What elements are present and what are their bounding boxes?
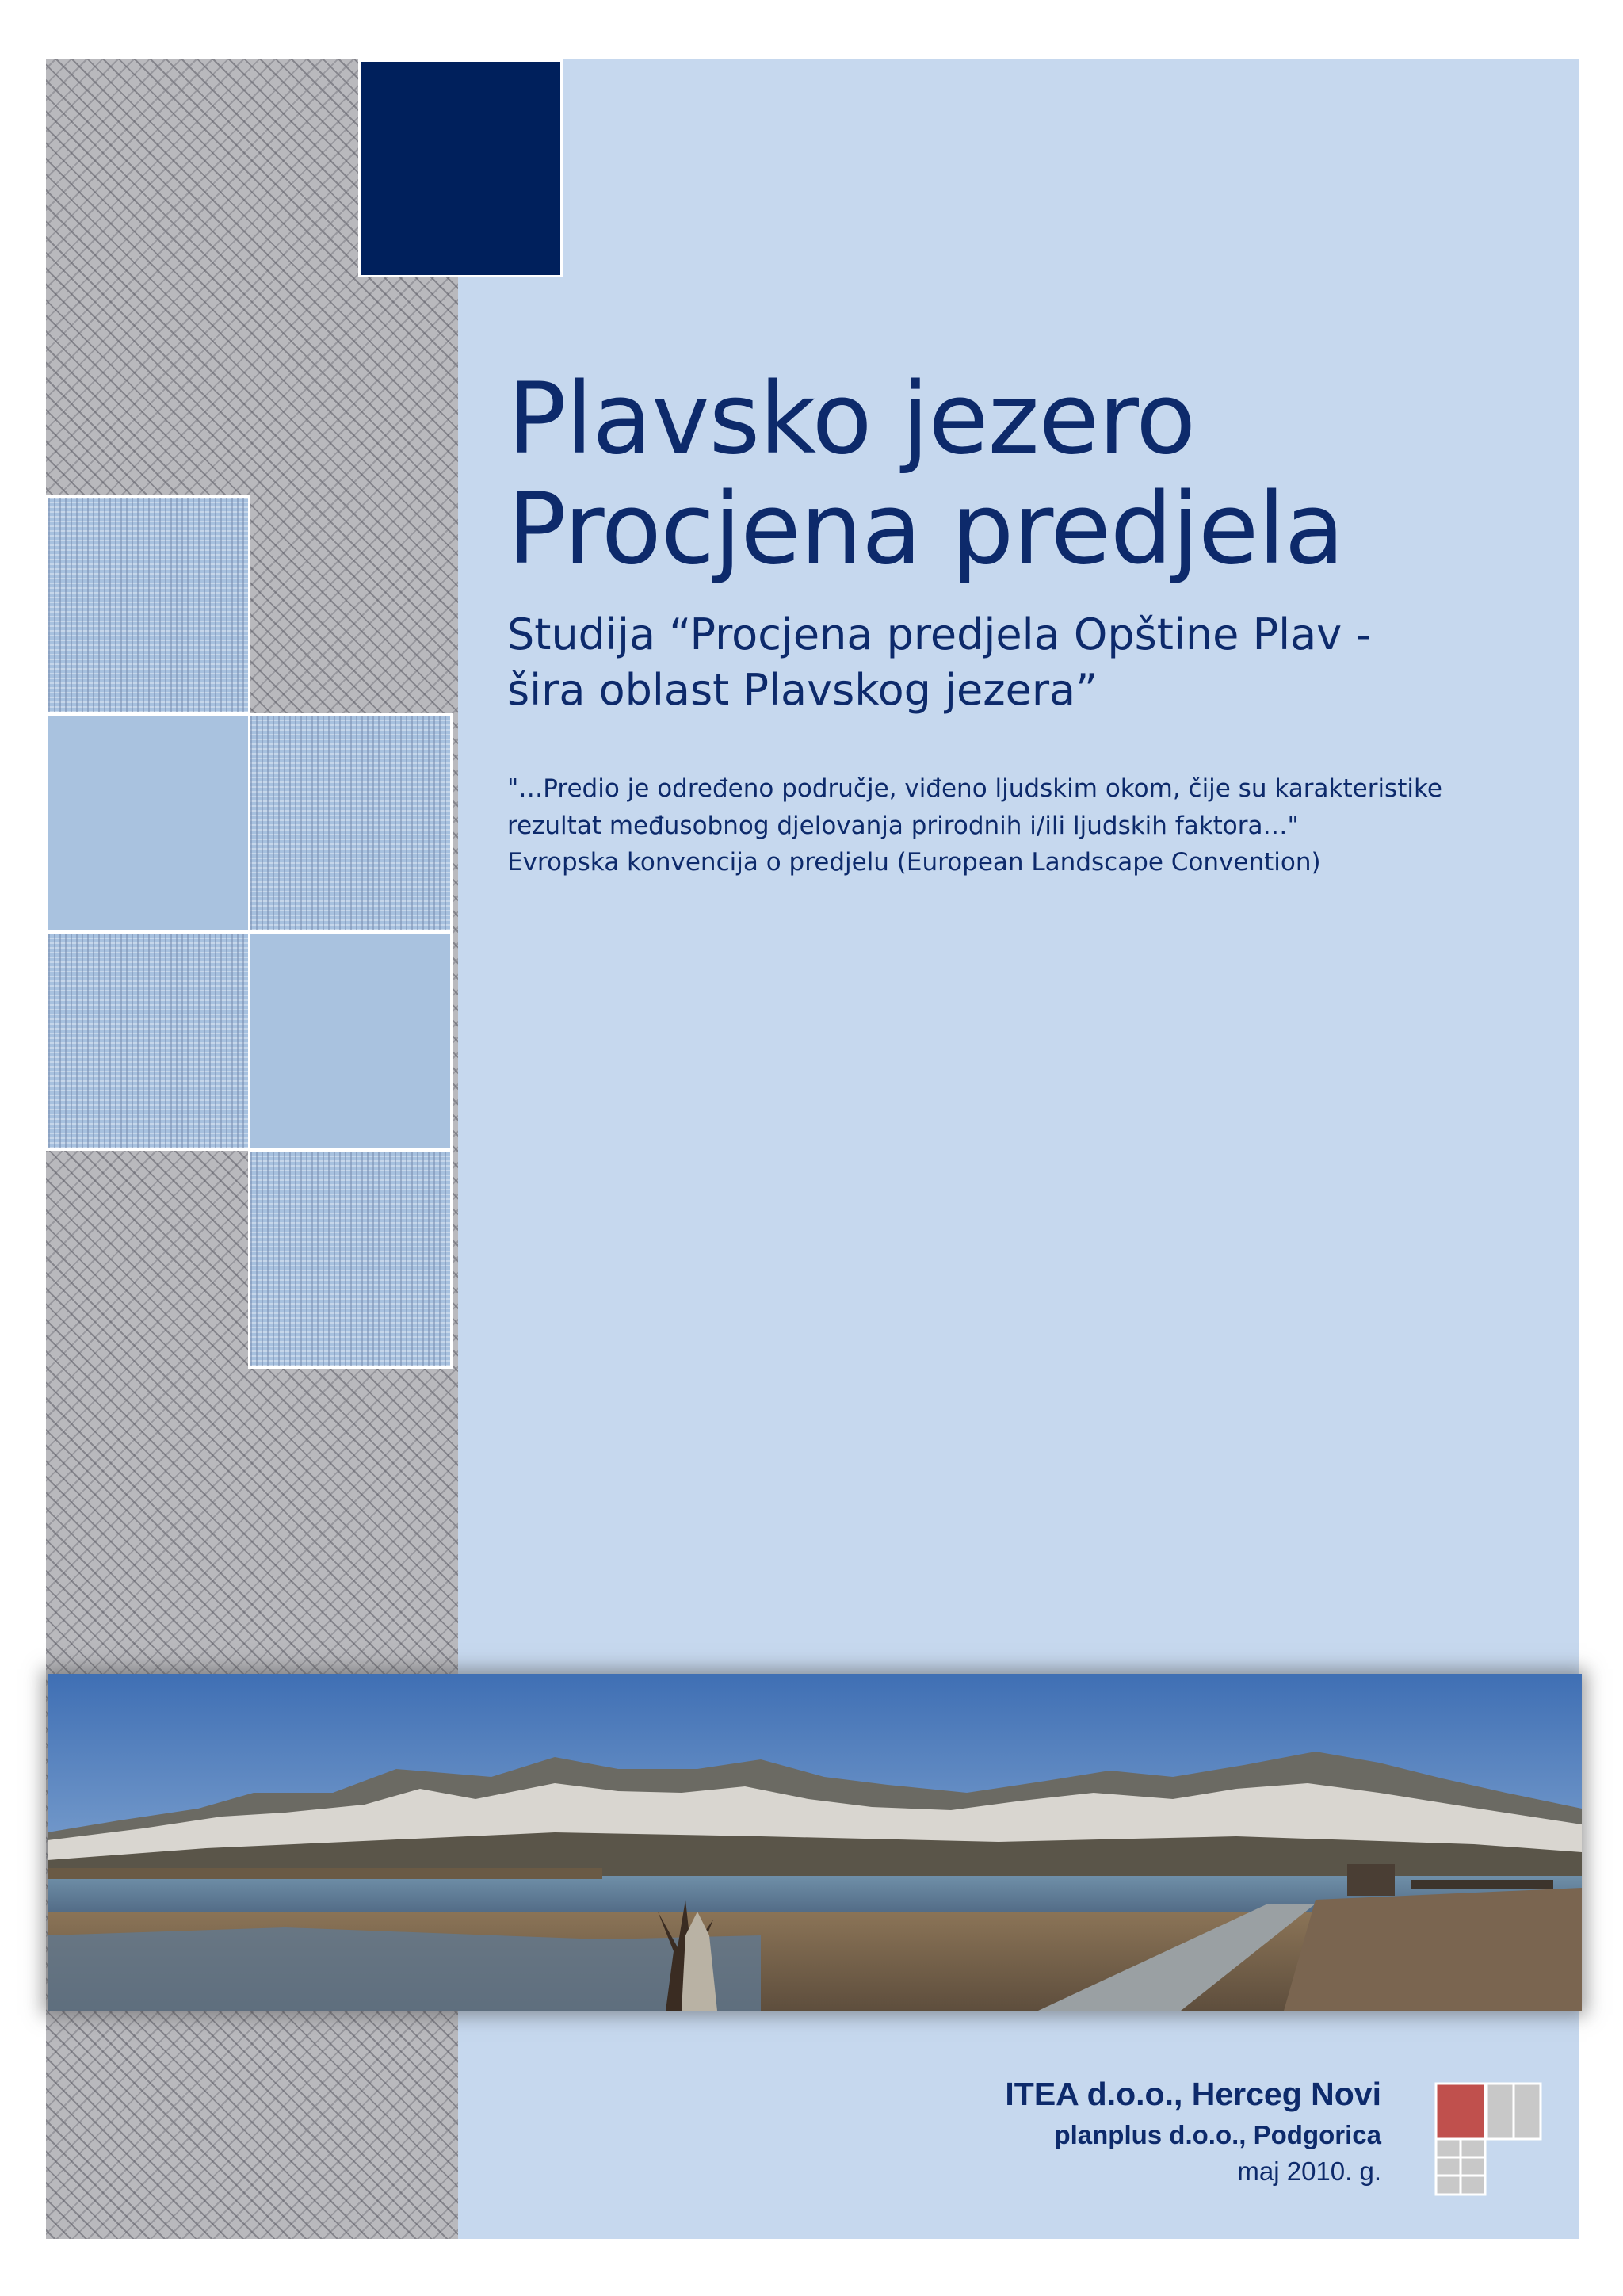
document-subtitle xyxy=(507,607,1537,718)
pattern-tile xyxy=(248,1149,453,1369)
title-line-1: Plavsko jezero xyxy=(507,362,1196,476)
document-title xyxy=(507,362,1537,586)
quote-source: Evropska konvencija o predjelu (European Landscape Convention) xyxy=(507,848,1321,877)
navy-accent-square xyxy=(358,59,563,277)
subtitle-line-1: Studija “Procjena predjela Opštine Plav - xyxy=(507,609,1371,659)
pattern-tile xyxy=(248,713,453,933)
company-planplus: planplus d.o.o., Podgorica xyxy=(1054,2120,1381,2150)
title-line-2: Procjena predjela xyxy=(507,472,1344,586)
pattern-tile xyxy=(46,713,250,933)
quote-line-2: rezultat međusobnog djelovanja prirodnih i/ili ljudskih faktora…" xyxy=(507,811,1299,840)
pattern-tile xyxy=(248,931,453,1151)
publisher-logo-icon xyxy=(1434,2082,1542,2196)
landscape-quote xyxy=(507,770,1537,881)
subtitle-line-2: šira oblast Plavskog jezera” xyxy=(507,664,1098,715)
lake-panorama-photo xyxy=(48,1674,1582,2011)
publication-date: maj 2010. g. xyxy=(1237,2157,1381,2187)
company-itea: ITEA d.o.o., Herceg Novi xyxy=(1005,2076,1381,2112)
publisher-info xyxy=(1005,2073,1381,2190)
title-block xyxy=(507,362,1537,881)
pattern-tile xyxy=(46,495,250,715)
pattern-tile xyxy=(46,931,250,1151)
quote-line-1: "…Predio je određeno područje, viđeno ljudskim okom, čije su karakteristike xyxy=(507,774,1442,804)
